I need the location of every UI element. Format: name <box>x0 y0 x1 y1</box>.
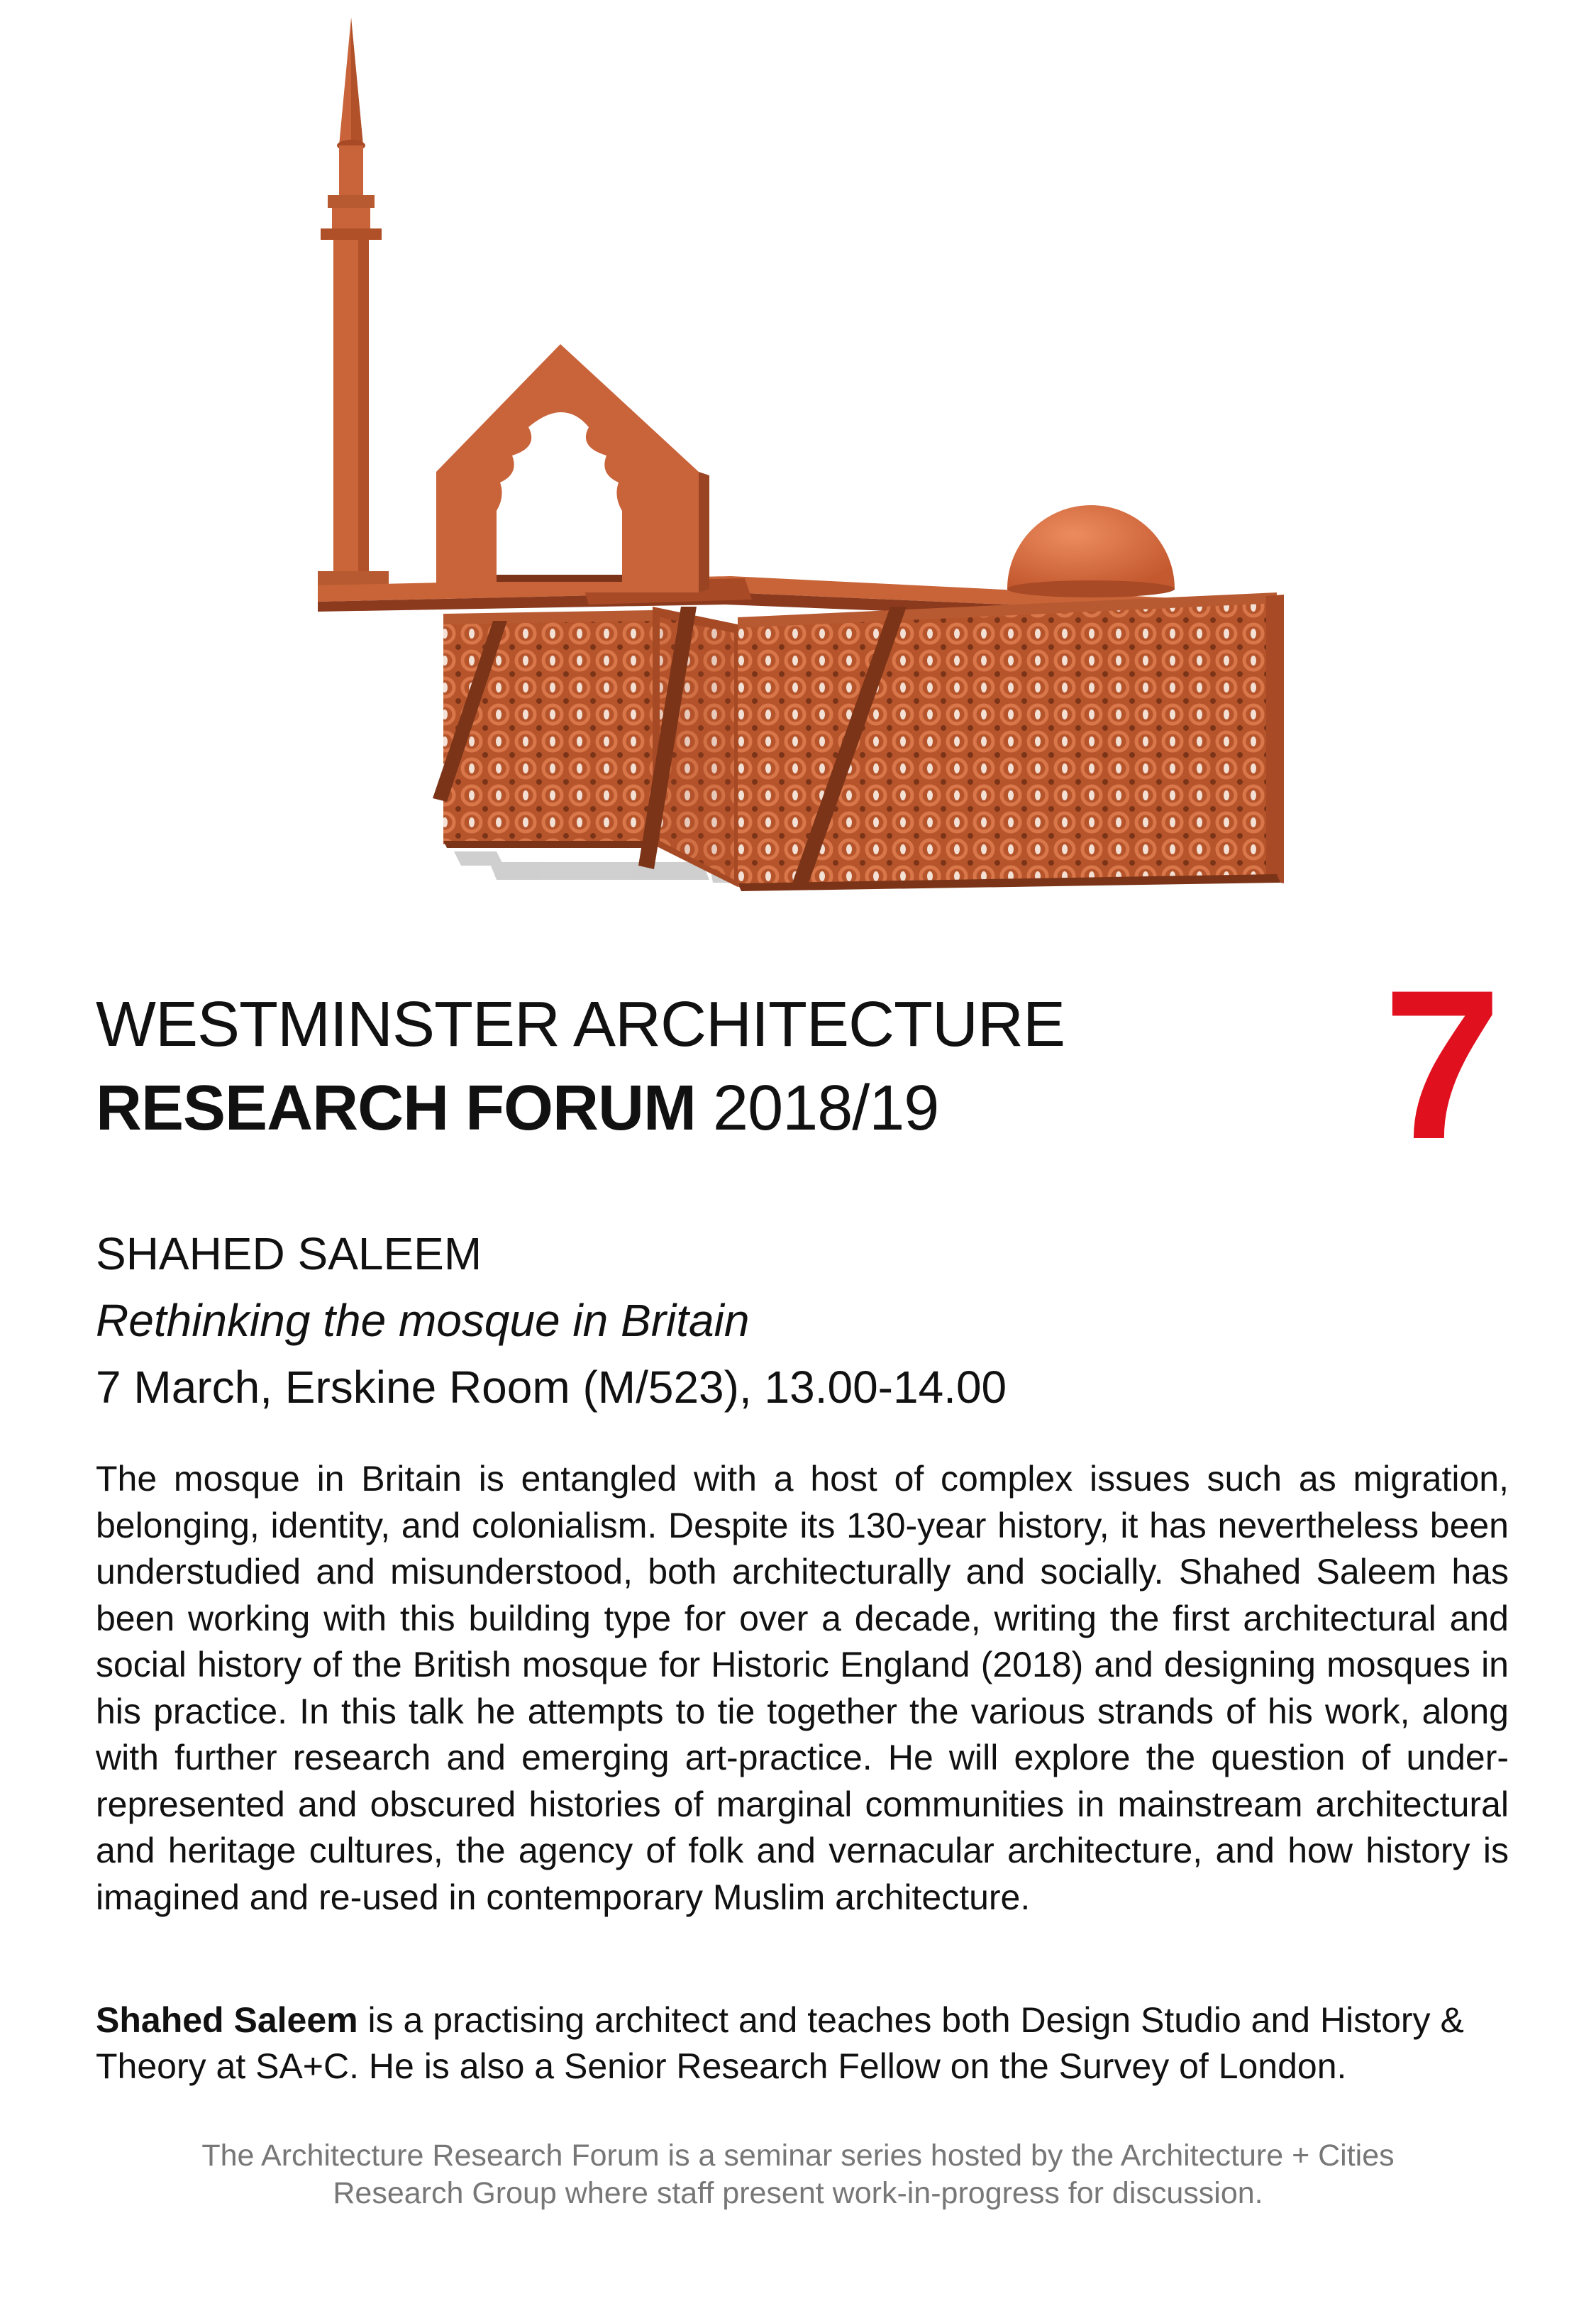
bio-name: Shahed Saleem <box>96 2000 358 2040</box>
event-details: 7 March, Erskine Room (M/523), 13.00-14.00 <box>96 1362 1007 1413</box>
talk-title: Rethinking the mosque in Britain <box>96 1295 750 1346</box>
minaret <box>318 18 389 600</box>
bio-text: is a practising architect and teaches both Design Studio and History & Theory at SA+C. He is also a Senior Research Fellow on the Survey of London. <box>96 2000 1464 2086</box>
dome <box>1007 505 1175 597</box>
speaker-bio <box>96 1997 1514 2090</box>
footer-line-1: The Architecture Research Forum is a seminar series hosted by the Architecture + Cities <box>201 2139 1395 2173</box>
title-line-2 <box>96 1066 1302 1150</box>
mosque-model-illustration <box>298 14 1305 894</box>
gable-arch-screen <box>436 344 709 592</box>
abstract-paragraph: The mosque in Britain is entangled with a host of complex issues such as migration, belonging, identity, and colonialism. Despite its 130-year history, it has nevertheless been understudied and misunderstood, both architecturally and socially. Shahed Saleem has been working with this building type for over a decade, writing the first architectural and social history of the British mosque for Historic England (2018) and designing mosques in his practice. In this talk he attempts to tie together the various strands of his work, along with further research and emerging art-practice. He will explore the question of under-represented and obscured histories of marginal communities in mainstream architectural and heritage cultures, the agency of folk and vernacular architecture, and how history is imagined and re-used in contemporary Muslim architecture. <box>96 1459 1509 1917</box>
title-line-1: WESTMINSTER ARCHITECTURE <box>96 989 1065 1060</box>
lattice-walls <box>433 592 1284 891</box>
speaker-name: SHAHED SALEEM <box>96 1228 482 1279</box>
event-info <box>96 1220 1443 1420</box>
forum-number: 7 <box>1383 945 1502 1184</box>
forum-title <box>96 983 1302 1150</box>
title-forum-name: RESEARCH FORUM <box>96 1073 697 1144</box>
footer-line-2: Research Group where staff present work-in-progress for discussion. <box>333 2176 1263 2210</box>
footer-note <box>0 2137 1596 2212</box>
title-year: 2018/19 <box>713 1073 939 1144</box>
